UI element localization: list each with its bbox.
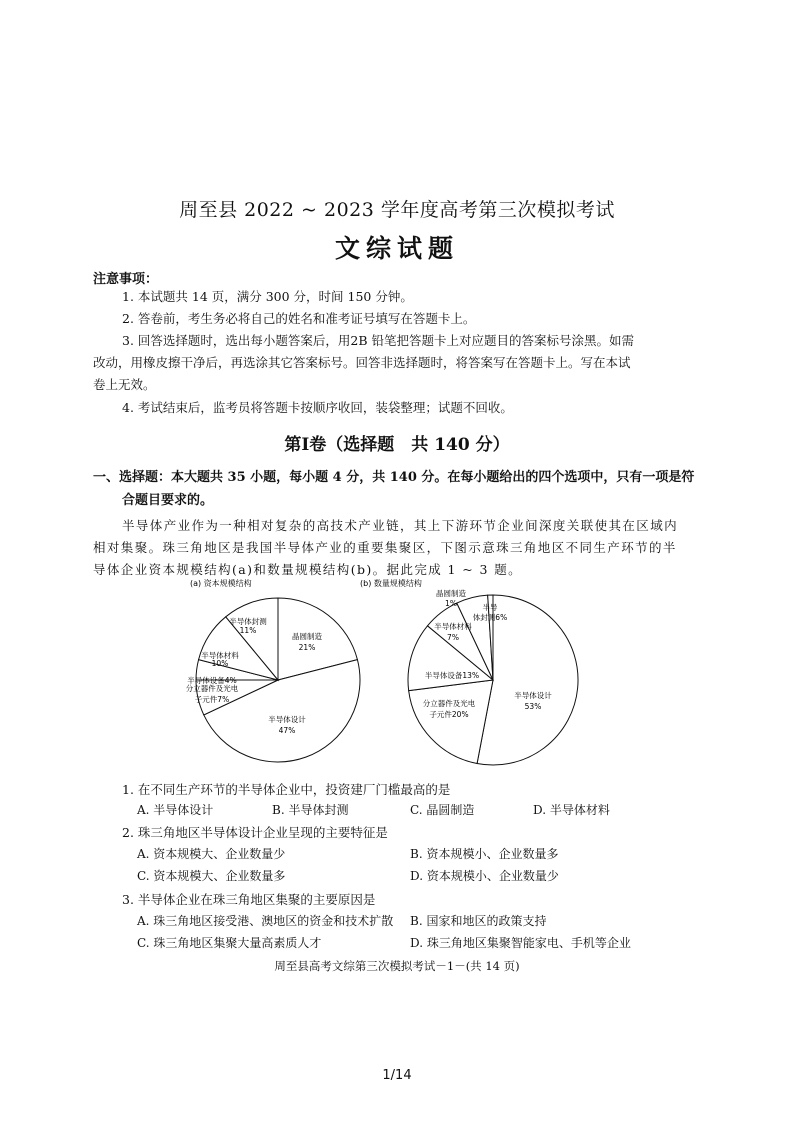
pie-label: 半导体设备13% xyxy=(424,671,480,680)
question-2-stem: 2. 珠三角地区半导体设计企业呈现的主要特征是 xyxy=(122,825,388,840)
question-1-stem: 1. 在不同生产环节的半导体企业中，投资建厂门槛最高的是 xyxy=(122,782,451,797)
pie-value-label: 子元件7% xyxy=(194,695,230,704)
pie-label: 分立器件及光电 xyxy=(422,699,476,708)
question-3-stem: 3. 半导体企业在珠三角地区集聚的主要原因是 xyxy=(122,892,376,907)
notice-item-3-cont: 改动，用橡皮擦干净后，再选涂其它答案标号。回答非选择题时，将答案写在答题卡上。写在本试 xyxy=(93,355,631,370)
question-1-option-a[interactable]: A. 半导体设计 xyxy=(137,803,214,817)
chart-a-title: (a) 资本规模结构 xyxy=(190,579,252,588)
pie-label: 分立器件及光电 xyxy=(185,684,239,693)
notice-item-1: 1. 本试题共 14 页，满分 300 分，时间 150 分钟。 xyxy=(122,289,413,304)
section-title: 第Ⅰ卷（选择题 共 140 分） xyxy=(284,435,510,455)
pie-value-label: 11% xyxy=(239,626,257,635)
pie-label: 半导体材料 xyxy=(201,651,239,660)
pie-label: 半导体设计 xyxy=(268,715,306,724)
pie-label: 晶圆制造 xyxy=(436,589,466,598)
passage-line-1: 半导体产业作为一种相对复杂的高技术产业链，其上下游环节企业间深度关联使其在区域内 xyxy=(122,518,679,533)
question-2-option-a[interactable]: A. 资本规模大、企业数量少 xyxy=(137,847,286,861)
pie-value-label: 子元件20% xyxy=(429,710,469,719)
exam-subject-title: 文综试题 xyxy=(334,234,459,263)
pie-value-label: 10% xyxy=(211,659,229,668)
question-1-option-b[interactable]: B. 半导体封测 xyxy=(272,803,349,817)
question-3-option-b[interactable]: B. 国家和地区的政策支持 xyxy=(410,914,547,928)
question-1-option-c[interactable]: C. 晶圆制造 xyxy=(410,803,475,817)
notice-item-3-end: 卷上无效。 xyxy=(93,377,156,392)
part-instructions-cont: 合题目要求的。 xyxy=(122,493,214,508)
notice-item-2: 2. 答卷前，考生务必将自己的姓名和准考证号填写在答题卡上。 xyxy=(122,311,476,326)
pie-value-label: 1% xyxy=(445,599,457,608)
question-3-option-a[interactable]: A. 珠三角地区接受港、澳地区的资金和技术扩散 xyxy=(137,914,394,928)
question-2-option-b[interactable]: B. 资本规模小、企业数量多 xyxy=(410,847,559,861)
notice-heading: 注意事项： xyxy=(93,272,159,287)
notice-item-3: 3. 回答选择题时，选出每小题答案后，用2B 铅笔把答题卡上对应题目的答案标号涂黑。如需 xyxy=(122,333,635,348)
page-number: 1/14 xyxy=(382,1068,412,1083)
question-2-option-d[interactable]: D. 资本规模小、企业数量少 xyxy=(410,869,559,883)
pie-label: 半导体设计 xyxy=(514,691,552,700)
question-2-option-c[interactable]: C. 资本规模大、企业数量多 xyxy=(137,869,286,883)
pie-label: 半导体封测 xyxy=(229,617,267,626)
pie-value-label: 体封测6% xyxy=(472,613,508,622)
pie-label: 晶圆制造 xyxy=(292,632,322,641)
chart-b-title: (b) 数量规模结构 xyxy=(360,579,422,588)
question-3-option-c[interactable]: C. 珠三角地区集聚大量高素质人才 xyxy=(137,936,322,950)
page-footer: 周至县高考文综第三次模拟考试－1－(共 14 页) xyxy=(274,959,520,973)
pie-chart-a xyxy=(186,598,360,762)
part-instructions: 一、选择题：本大题共 35 小题，每小题 4 分，共 140 分。在每小题给出的四个选项中，只有一项是符 xyxy=(93,470,695,485)
notice-item-4: 4. 考试结束后，监考员将答题卡按顺序收回，装袋整理；试题不回收。 xyxy=(122,400,513,415)
pie-value-label: 7% xyxy=(447,633,459,642)
exam-title: 周至县 2022 ~ 2023 学年度高考第三次模拟考试 xyxy=(179,199,615,221)
question-1-option-d[interactable]: D. 半导体材料 xyxy=(533,803,610,817)
passage-line-2: 相对集聚。珠三角地区是我国半导体产业的重要集聚区，下图示意珠三角地区不同生产环节的半 xyxy=(93,540,677,555)
pie-value-label: 47% xyxy=(278,726,296,735)
pie-chart-b xyxy=(408,588,578,765)
pie-label: 半导体设备4% xyxy=(187,676,237,685)
passage-line-3: 导体企业资本规模结构(a)和数量规模结构(b)。据此完成 1 ~ 3 题。 xyxy=(93,562,523,577)
pie-value-label: 53% xyxy=(524,702,542,711)
question-3-option-d[interactable]: D. 珠三角地区集聚智能家电、手机等企业 xyxy=(410,936,631,950)
pie-label: 半导体材料 xyxy=(434,622,472,631)
pie-label: 半导 xyxy=(482,603,498,612)
pie-value-label: 21% xyxy=(298,643,316,652)
